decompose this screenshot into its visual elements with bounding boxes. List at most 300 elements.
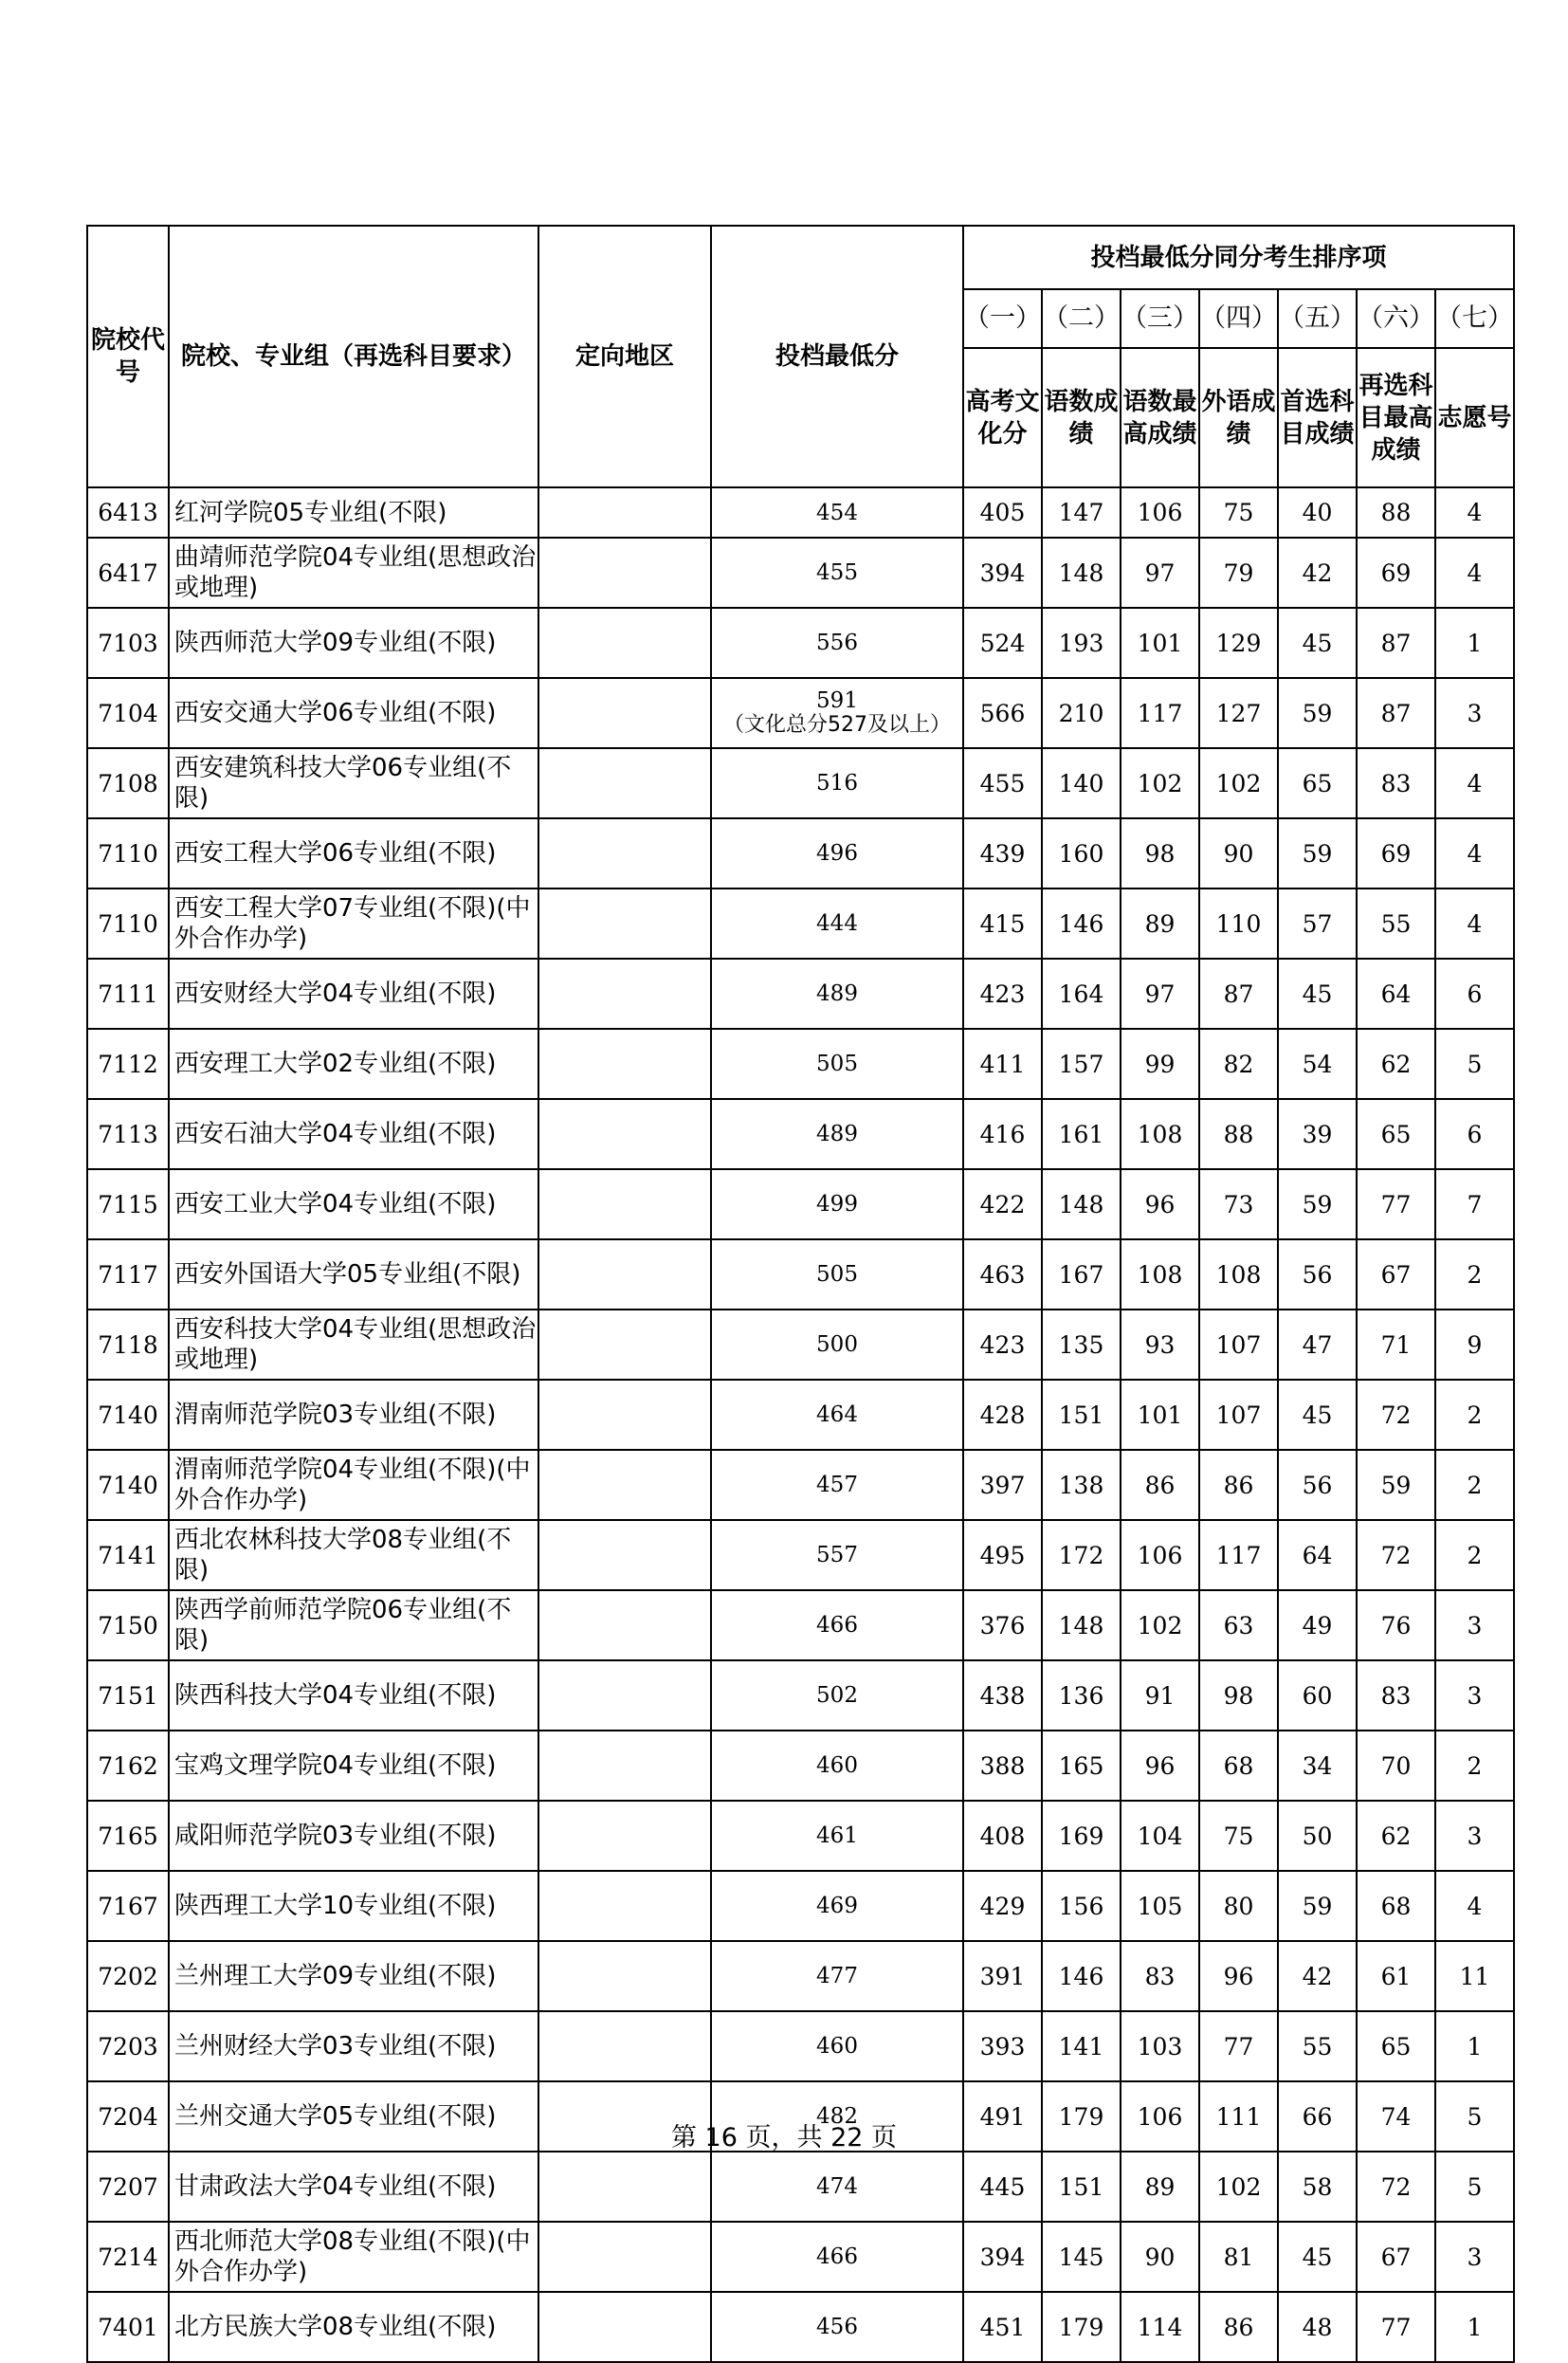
cell-code: 7202 (87, 1941, 169, 2011)
cell-sort-4: 98 (1199, 1660, 1278, 1731)
cell-region (538, 1871, 711, 1941)
cell-region (538, 1380, 711, 1450)
min-score-value: 591 (816, 688, 858, 713)
cell-sort-4: 80 (1199, 1871, 1278, 1941)
cell-sort-4: 107 (1199, 1310, 1278, 1380)
cell-region (538, 678, 711, 748)
cell-code: 7112 (87, 1029, 169, 1099)
cell-sort-7: 5 (1435, 2152, 1514, 2222)
min-score-value: 460 (816, 1753, 858, 1778)
table-row (87, 1871, 1514, 1941)
cell-code: 7140 (87, 1380, 169, 1450)
cell-sort-5: 59 (1278, 678, 1357, 748)
cell-sort-6: 83 (1357, 748, 1435, 818)
cell-name: 曲靖师范学院04专业组(思想政治或地理) (169, 538, 538, 608)
min-score-value: 556 (816, 631, 858, 655)
cell-sort-7: 2 (1435, 1450, 1514, 1520)
cell-sort-2: 146 (1042, 1941, 1121, 2011)
cell-name: 北方民族大学08专业组(不限) (169, 2292, 538, 2362)
header-ordinal: （三） (1121, 289, 1199, 348)
cell-sort-4: 68 (1199, 1731, 1278, 1801)
cell-code: 7111 (87, 959, 169, 1029)
cell-region (538, 2222, 711, 2292)
cell-sort-1: 405 (963, 487, 1042, 538)
cell-sort-4: 110 (1199, 888, 1278, 959)
cell-min-score (711, 1380, 963, 1450)
cell-sort-4: 88 (1199, 1099, 1278, 1169)
cell-sort-2: 167 (1042, 1239, 1121, 1310)
cell-sort-4: 75 (1199, 1801, 1278, 1871)
cell-min-score (711, 1310, 963, 1380)
cell-sort-3: 106 (1121, 1520, 1199, 1590)
cell-code: 7150 (87, 1590, 169, 1660)
admission-score-table (86, 225, 1515, 2363)
cell-region (538, 1099, 711, 1169)
cell-sort-5: 60 (1278, 1660, 1357, 1731)
cell-sort-1: 463 (963, 1239, 1042, 1310)
cell-sort-5: 49 (1278, 1590, 1357, 1660)
cell-sort-5: 65 (1278, 748, 1357, 818)
cell-sort-5: 42 (1278, 1941, 1357, 2011)
cell-name: 西北农林科技大学08专业组(不限) (169, 1520, 538, 1590)
cell-sort-4: 81 (1199, 2222, 1278, 2292)
cell-sort-1: 416 (963, 1099, 1042, 1169)
table-row (87, 2222, 1514, 2292)
table-row (87, 2292, 1514, 2362)
cell-name: 西安工程大学07专业组(不限)(中外合作办学) (169, 888, 538, 959)
cell-sort-5: 56 (1278, 1239, 1357, 1310)
table-row (87, 1731, 1514, 1801)
cell-region (538, 888, 711, 959)
header-name: 院校、专业组（再选科目要求） (169, 226, 538, 487)
cell-sort-1: 415 (963, 888, 1042, 959)
min-score-value: 466 (816, 1613, 858, 1638)
cell-sort-3: 96 (1121, 1731, 1199, 1801)
table-row (87, 2011, 1514, 2081)
cell-sort-1: 491 (963, 2081, 1042, 2152)
cell-name: 陕西学前师范学院06专业组(不限) (169, 1590, 538, 1660)
cell-sort-4: 107 (1199, 1380, 1278, 1450)
cell-min-score (711, 1801, 963, 1871)
cell-sort-2: 147 (1042, 487, 1121, 538)
cell-sort-2: 140 (1042, 748, 1121, 818)
cell-min-score (711, 2222, 963, 2292)
min-score-value: 557 (816, 1543, 858, 1567)
cell-sort-4: 96 (1199, 1941, 1278, 2011)
table-row (87, 608, 1514, 678)
cell-name: 渭南师范学院04专业组(不限)(中外合作办学) (169, 1450, 538, 1520)
cell-sort-6: 70 (1357, 1731, 1435, 1801)
cell-sort-4: 108 (1199, 1239, 1278, 1310)
cell-sort-6: 62 (1357, 1029, 1435, 1099)
cell-sort-3: 102 (1121, 1590, 1199, 1660)
cell-sort-3: 104 (1121, 1801, 1199, 1871)
min-score-value: 500 (816, 1332, 858, 1357)
cell-sort-2: 164 (1042, 959, 1121, 1029)
cell-name: 兰州财经大学03专业组(不限) (169, 2011, 538, 2081)
cell-sort-2: 141 (1042, 2011, 1121, 2081)
cell-sort-1: 438 (963, 1660, 1042, 1731)
cell-sort-4: 86 (1199, 1450, 1278, 1520)
cell-sort-1: 451 (963, 2292, 1042, 2362)
cell-sort-5: 58 (1278, 2152, 1357, 2222)
cell-sort-3: 102 (1121, 748, 1199, 818)
table-row (87, 1169, 1514, 1239)
cell-min-score (711, 1660, 963, 1731)
cell-region (538, 818, 711, 888)
cell-code: 7104 (87, 678, 169, 748)
table-body (87, 487, 1514, 2362)
table-row (87, 1310, 1514, 1380)
cell-sort-7: 2 (1435, 1380, 1514, 1450)
table-header (87, 226, 1514, 487)
cell-name: 西安外国语大学05专业组(不限) (169, 1239, 538, 1310)
cell-sort-2: 145 (1042, 2222, 1121, 2292)
cell-min-score (711, 487, 963, 538)
min-score-value: 456 (816, 2315, 858, 2339)
cell-sort-7: 7 (1435, 1169, 1514, 1239)
min-score-value: 460 (816, 2034, 858, 2059)
cell-name: 甘肃政法大学04专业组(不限) (169, 2152, 538, 2222)
table-row (87, 959, 1514, 1029)
cell-sort-3: 98 (1121, 818, 1199, 888)
cell-name: 宝鸡文理学院04专业组(不限) (169, 1731, 538, 1801)
cell-sort-6: 87 (1357, 678, 1435, 748)
cell-sort-5: 39 (1278, 1099, 1357, 1169)
cell-sort-1: 408 (963, 1801, 1042, 1871)
cell-sort-5: 66 (1278, 2081, 1357, 2152)
min-score-value: 482 (816, 2104, 858, 2129)
header-ordinal: （六） (1357, 289, 1435, 348)
cell-sort-5: 54 (1278, 1029, 1357, 1099)
cell-code: 7115 (87, 1169, 169, 1239)
cell-min-score (711, 1731, 963, 1801)
cell-sort-1: 391 (963, 1941, 1042, 2011)
min-score-note: （文化总分527及以上） (723, 713, 951, 737)
header-code: 院校代号 (87, 226, 169, 487)
cell-code: 7207 (87, 2152, 169, 2222)
cell-sort-7: 3 (1435, 2222, 1514, 2292)
cell-name: 陕西师范大学09专业组(不限) (169, 608, 538, 678)
cell-sort-6: 65 (1357, 1099, 1435, 1169)
table-row (87, 1099, 1514, 1169)
cell-sort-7: 3 (1435, 1801, 1514, 1871)
cell-sort-7: 2 (1435, 1239, 1514, 1310)
min-score-value: 489 (816, 981, 858, 1006)
cell-sort-2: 148 (1042, 538, 1121, 608)
cell-sort-6: 72 (1357, 1520, 1435, 1590)
header-sort-group: 投档最低分同分考生排序项 (963, 226, 1514, 289)
cell-sort-4: 102 (1199, 2152, 1278, 2222)
page-footer: 第 16 页，共 22 页 (670, 2123, 898, 2152)
cell-sort-4: 73 (1199, 1169, 1278, 1239)
cell-sort-3: 103 (1121, 2011, 1199, 2081)
cell-sort-5: 42 (1278, 538, 1357, 608)
cell-sort-6: 68 (1357, 1871, 1435, 1941)
cell-sort-1: 393 (963, 2011, 1042, 2081)
cell-sort-6: 72 (1357, 1380, 1435, 1450)
header-sort-item: 外语成绩 (1199, 348, 1278, 487)
cell-sort-5: 59 (1278, 1169, 1357, 1239)
table-row (87, 538, 1514, 608)
cell-sort-5: 50 (1278, 1801, 1357, 1871)
cell-code: 7204 (87, 2081, 169, 2152)
table-row (87, 1450, 1514, 1520)
cell-sort-6: 77 (1357, 2292, 1435, 2362)
cell-sort-7: 3 (1435, 678, 1514, 748)
cell-region (538, 1029, 711, 1099)
cell-min-score (711, 1941, 963, 2011)
cell-sort-6: 74 (1357, 2081, 1435, 2152)
cell-region (538, 487, 711, 538)
cell-name: 渭南师范学院03专业组(不限) (169, 1380, 538, 1450)
cell-sort-1: 428 (963, 1380, 1042, 1450)
cell-sort-7: 5 (1435, 1029, 1514, 1099)
cell-sort-1: 566 (963, 678, 1042, 748)
cell-sort-2: 193 (1042, 608, 1121, 678)
cell-min-score (711, 2011, 963, 2081)
cell-sort-3: 99 (1121, 1029, 1199, 1099)
cell-sort-7: 9 (1435, 1310, 1514, 1380)
cell-min-score (711, 1590, 963, 1660)
cell-sort-3: 97 (1121, 959, 1199, 1029)
cell-code: 7401 (87, 2292, 169, 2362)
header-sort-item: 高考文化分 (963, 348, 1042, 487)
cell-sort-4: 111 (1199, 2081, 1278, 2152)
cell-name: 陕西理工大学10专业组(不限) (169, 1871, 538, 1941)
table-row (87, 748, 1514, 818)
cell-code: 7165 (87, 1801, 169, 1871)
cell-sort-7: 4 (1435, 818, 1514, 888)
cell-sort-2: 156 (1042, 1871, 1121, 1941)
cell-sort-7: 5 (1435, 2081, 1514, 2152)
min-score-value: 502 (816, 1683, 858, 1708)
cell-min-score (711, 678, 963, 748)
min-score-value: 455 (816, 560, 858, 585)
cell-min-score (711, 2152, 963, 2222)
cell-sort-5: 45 (1278, 2222, 1357, 2292)
cell-min-score (711, 1520, 963, 1590)
cell-sort-6: 62 (1357, 1801, 1435, 1871)
cell-min-score (711, 818, 963, 888)
cell-sort-6: 67 (1357, 2222, 1435, 2292)
cell-region (538, 1239, 711, 1310)
cell-sort-4: 102 (1199, 748, 1278, 818)
cell-sort-6: 87 (1357, 608, 1435, 678)
cell-sort-5: 45 (1278, 959, 1357, 1029)
cell-sort-1: 422 (963, 1169, 1042, 1239)
cell-region (538, 538, 711, 608)
header-ordinal: （一） (963, 289, 1042, 348)
cell-sort-2: 148 (1042, 1169, 1121, 1239)
header-ordinal: （七） (1435, 289, 1514, 348)
cell-sort-6: 67 (1357, 1239, 1435, 1310)
cell-sort-2: 138 (1042, 1450, 1121, 1520)
min-score-value: 444 (816, 911, 858, 936)
cell-region (538, 1941, 711, 2011)
cell-region (538, 2011, 711, 2081)
table-row (87, 2152, 1514, 2222)
cell-name: 西安工业大学04专业组(不限) (169, 1169, 538, 1239)
cell-region (538, 1590, 711, 1660)
cell-region (538, 1731, 711, 1801)
cell-code: 7141 (87, 1520, 169, 1590)
header-sort-item: 再选科目最高成绩 (1357, 348, 1435, 487)
cell-sort-7: 11 (1435, 1941, 1514, 2011)
min-score-value: 461 (816, 1823, 858, 1848)
cell-sort-4: 87 (1199, 959, 1278, 1029)
cell-sort-3: 106 (1121, 487, 1199, 538)
cell-code: 6413 (87, 487, 169, 538)
cell-name: 咸阳师范学院03专业组(不限) (169, 1801, 538, 1871)
cell-sort-2: 151 (1042, 1380, 1121, 1450)
cell-sort-5: 59 (1278, 1871, 1357, 1941)
cell-sort-4: 117 (1199, 1520, 1278, 1590)
min-score-value: 496 (816, 841, 858, 866)
cell-name: 西安科技大学04专业组(思想政治或地理) (169, 1310, 538, 1380)
cell-min-score (711, 1871, 963, 1941)
cell-sort-4: 77 (1199, 2011, 1278, 2081)
cell-sort-6: 69 (1357, 538, 1435, 608)
header-sort-item: 首选科目成绩 (1278, 348, 1357, 487)
table-row (87, 888, 1514, 959)
cell-region (538, 2292, 711, 2362)
cell-sort-5: 59 (1278, 818, 1357, 888)
cell-code: 7151 (87, 1660, 169, 1731)
cell-name: 西安财经大学04专业组(不限) (169, 959, 538, 1029)
cell-region (538, 608, 711, 678)
header-ordinal: （五） (1278, 289, 1357, 348)
min-score-value: 454 (816, 500, 858, 525)
table-row (87, 1941, 1514, 2011)
cell-min-score (711, 2292, 963, 2362)
cell-sort-2: 161 (1042, 1099, 1121, 1169)
cell-sort-3: 108 (1121, 1239, 1199, 1310)
cell-code: 7214 (87, 2222, 169, 2292)
cell-sort-3: 97 (1121, 538, 1199, 608)
cell-sort-1: 524 (963, 608, 1042, 678)
table-row (87, 1520, 1514, 1590)
cell-sort-7: 3 (1435, 1660, 1514, 1731)
table-row (87, 1239, 1514, 1310)
cell-min-score (711, 959, 963, 1029)
cell-region (538, 1450, 711, 1520)
cell-sort-2: 179 (1042, 2292, 1121, 2362)
cell-name: 红河学院05专业组(不限) (169, 487, 538, 538)
cell-sort-4: 79 (1199, 538, 1278, 608)
cell-min-score (711, 1239, 963, 1310)
cell-sort-2: 165 (1042, 1731, 1121, 1801)
table-row (87, 818, 1514, 888)
cell-name: 兰州交通大学05专业组(不限) (169, 2081, 538, 2152)
cell-sort-2: 169 (1042, 1801, 1121, 1871)
cell-min-score (711, 1169, 963, 1239)
cell-sort-6: 59 (1357, 1450, 1435, 1520)
min-score-value: 489 (816, 1122, 858, 1146)
cell-sort-4: 90 (1199, 818, 1278, 888)
cell-sort-6: 83 (1357, 1660, 1435, 1731)
cell-sort-5: 55 (1278, 2011, 1357, 2081)
cell-sort-5: 64 (1278, 1520, 1357, 1590)
min-score-value: 516 (816, 771, 858, 796)
cell-sort-3: 106 (1121, 2081, 1199, 2152)
cell-name: 西北师范大学08专业组(不限)(中外合作办学) (169, 2222, 538, 2292)
cell-region (538, 1520, 711, 1590)
cell-region (538, 1660, 711, 1731)
cell-region (538, 1801, 711, 1871)
cell-code: 7103 (87, 608, 169, 678)
cell-sort-3: 117 (1121, 678, 1199, 748)
cell-sort-3: 101 (1121, 608, 1199, 678)
min-score-value: 474 (816, 2174, 858, 2199)
cell-sort-5: 47 (1278, 1310, 1357, 1380)
cell-sort-1: 439 (963, 818, 1042, 888)
cell-sort-2: 157 (1042, 1029, 1121, 1099)
cell-sort-3: 93 (1121, 1310, 1199, 1380)
cell-sort-1: 423 (963, 959, 1042, 1029)
cell-sort-2: 210 (1042, 678, 1121, 748)
table-row (87, 487, 1514, 538)
cell-sort-7: 3 (1435, 1590, 1514, 1660)
table-row (87, 1590, 1514, 1660)
cell-sort-6: 61 (1357, 1941, 1435, 2011)
cell-sort-1: 397 (963, 1450, 1042, 1520)
cell-sort-7: 2 (1435, 1731, 1514, 1801)
cell-sort-2: 172 (1042, 1520, 1121, 1590)
cell-sort-3: 108 (1121, 1099, 1199, 1169)
header-ordinal: （二） (1042, 289, 1121, 348)
cell-region (538, 748, 711, 818)
cell-sort-7: 6 (1435, 959, 1514, 1029)
cell-sort-1: 423 (963, 1310, 1042, 1380)
cell-min-score (711, 538, 963, 608)
cell-sort-7: 6 (1435, 1099, 1514, 1169)
table-row (87, 678, 1514, 748)
header-sort-item: 语数最高成绩 (1121, 348, 1199, 487)
cell-sort-6: 64 (1357, 959, 1435, 1029)
cell-region (538, 959, 711, 1029)
min-score-value: 464 (816, 1402, 858, 1427)
cell-sort-7: 4 (1435, 487, 1514, 538)
min-score-value: 505 (816, 1052, 858, 1076)
cell-sort-3: 90 (1121, 2222, 1199, 2292)
table-row (87, 1029, 1514, 1099)
cell-sort-2: 160 (1042, 818, 1121, 888)
cell-sort-6: 77 (1357, 1169, 1435, 1239)
cell-sort-3: 91 (1121, 1660, 1199, 1731)
cell-sort-4: 75 (1199, 487, 1278, 538)
min-score-value: 499 (816, 1192, 858, 1217)
cell-sort-4: 63 (1199, 1590, 1278, 1660)
cell-region (538, 2152, 711, 2222)
header-sort-item: 志愿号 (1435, 348, 1514, 487)
cell-sort-5: 45 (1278, 1380, 1357, 1450)
cell-name: 西安理工大学02专业组(不限) (169, 1029, 538, 1099)
cell-sort-7: 4 (1435, 888, 1514, 959)
cell-code: 7117 (87, 1239, 169, 1310)
cell-min-score (711, 1029, 963, 1099)
min-score-value: 505 (816, 1262, 858, 1287)
cell-name: 西安交通大学06专业组(不限) (169, 678, 538, 748)
cell-sort-2: 136 (1042, 1660, 1121, 1731)
cell-sort-6: 65 (1357, 2011, 1435, 2081)
cell-sort-1: 429 (963, 1871, 1042, 1941)
cell-sort-5: 56 (1278, 1450, 1357, 1520)
header-ordinal: （四） (1199, 289, 1278, 348)
cell-sort-6: 76 (1357, 1590, 1435, 1660)
cell-sort-1: 411 (963, 1029, 1042, 1099)
cell-sort-4: 129 (1199, 608, 1278, 678)
